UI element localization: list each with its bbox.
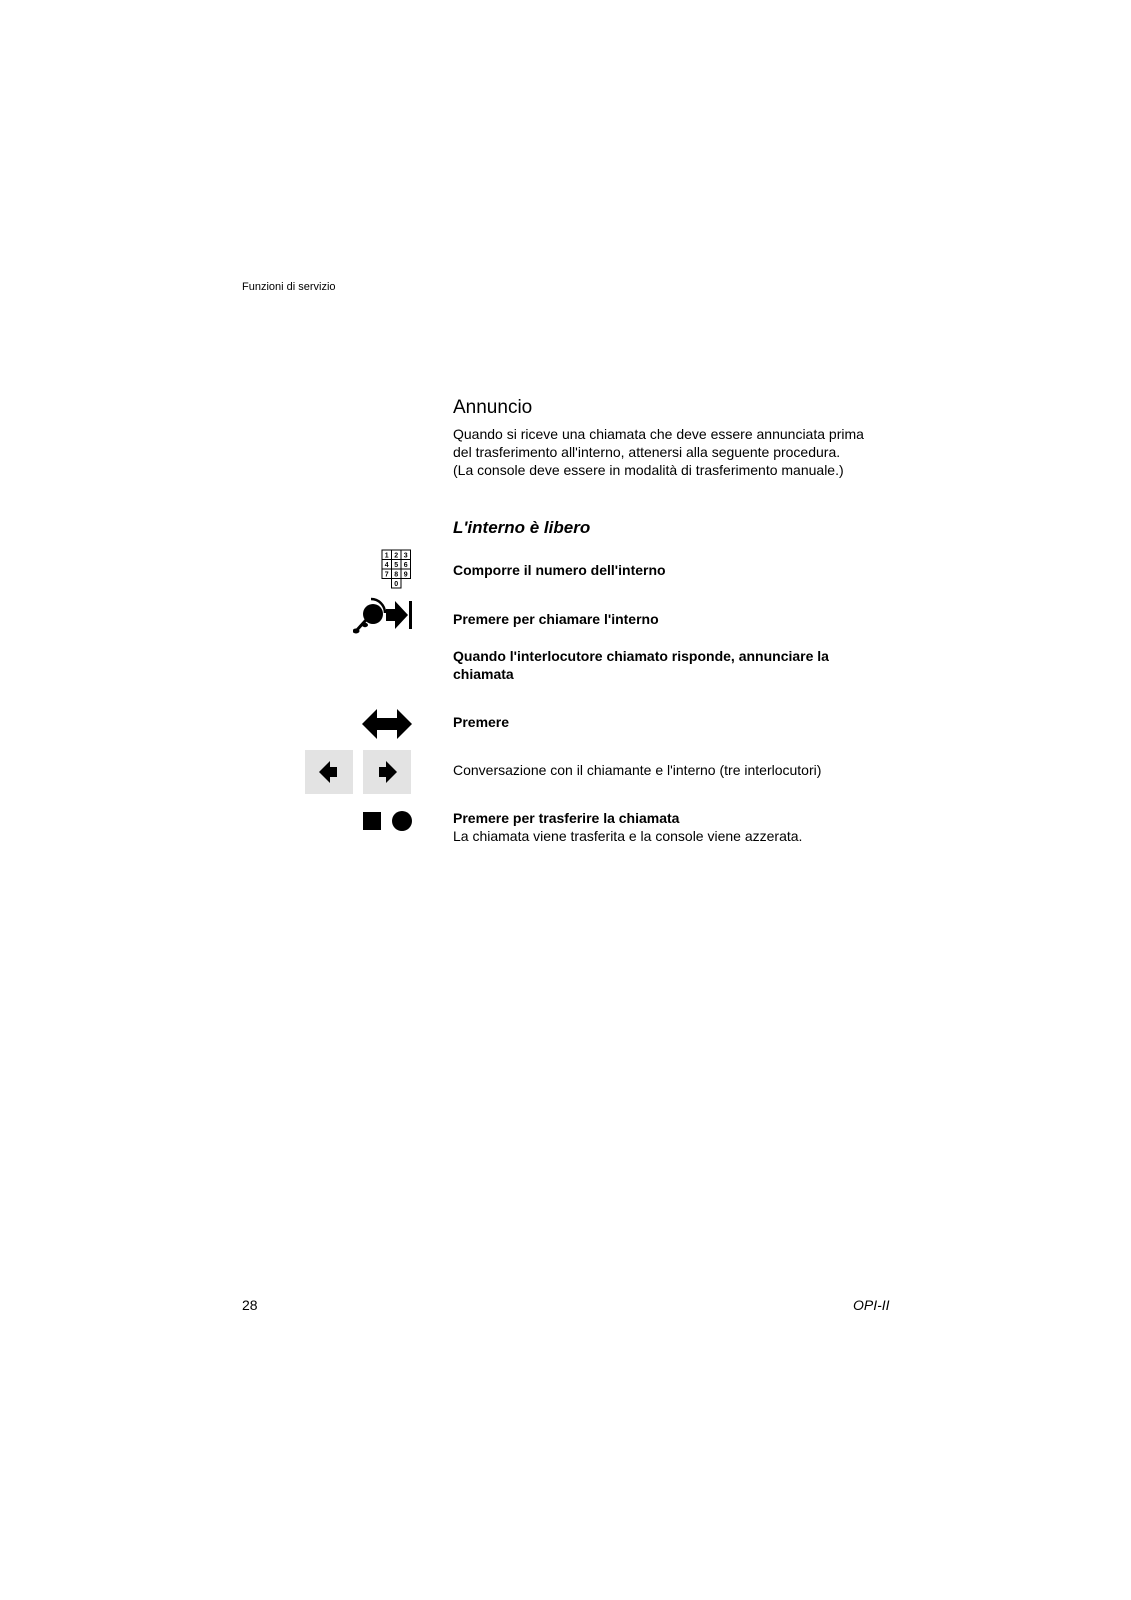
square-circle-icon — [362, 810, 414, 832]
arrow-left-icon — [305, 750, 353, 794]
step-conversation — [453, 761, 893, 779]
keypad-digit: 6 — [403, 561, 408, 569]
step-transfer — [453, 809, 893, 845]
keypad-digit: 3 — [403, 552, 408, 560]
intro-line: Quando si riceve una chiamata che deve essere annunciata prima — [453, 426, 864, 442]
step-description: Conversazione con il chiamante e l'interno (tre interlocutori) — [453, 762, 822, 778]
document-name: OPI-II — [853, 1297, 890, 1313]
step-call-extension — [453, 610, 893, 628]
left-key — [305, 750, 353, 794]
step-instruction: Quando l'interlocutore chiamato risponde, annunciare la chiamata — [453, 648, 829, 682]
keypad-digit: 2 — [394, 552, 399, 560]
subsection-title: L'interno è libero — [453, 518, 591, 537]
step-instruction: Comporre il numero dell'interno — [453, 562, 666, 578]
step-instruction: Premere per trasferire la chiamata — [453, 810, 680, 826]
running-header: Funzioni di servizio — [242, 281, 336, 293]
keypad-digit: 7 — [384, 571, 389, 579]
step-press — [453, 713, 893, 731]
keypad-digit: 9 — [403, 571, 408, 579]
step-instruction: Premere per chiamare l'interno — [453, 611, 659, 627]
page-number: 28 — [242, 1297, 258, 1313]
step-dial-extension — [453, 561, 893, 579]
step-instruction: Premere — [453, 714, 510, 730]
keypad-digit: 0 — [394, 580, 399, 588]
keypad-icon — [381, 549, 413, 589]
intro-paragraph — [453, 425, 893, 479]
keypad-digit: 1 — [384, 552, 389, 560]
section-title: Annuncio — [453, 397, 533, 418]
right-key — [363, 750, 411, 794]
intro-line: del trasferimento all'interno, attenersi alla seguente procedura. — [453, 444, 841, 460]
step-announce — [453, 647, 893, 683]
step-description: La chiamata viene trasferita e la console viene azzerata. — [453, 828, 803, 844]
keypad-digit: 4 — [384, 561, 389, 569]
call-extension-icon — [353, 593, 413, 637]
keypad-digit: 5 — [394, 561, 399, 569]
double-arrow-icon — [362, 708, 412, 740]
intro-line: (La console deve essere in modalità di trasferimento manuale.) — [453, 462, 844, 478]
arrow-right-icon — [363, 750, 411, 794]
keypad-digit: 8 — [394, 571, 399, 579]
